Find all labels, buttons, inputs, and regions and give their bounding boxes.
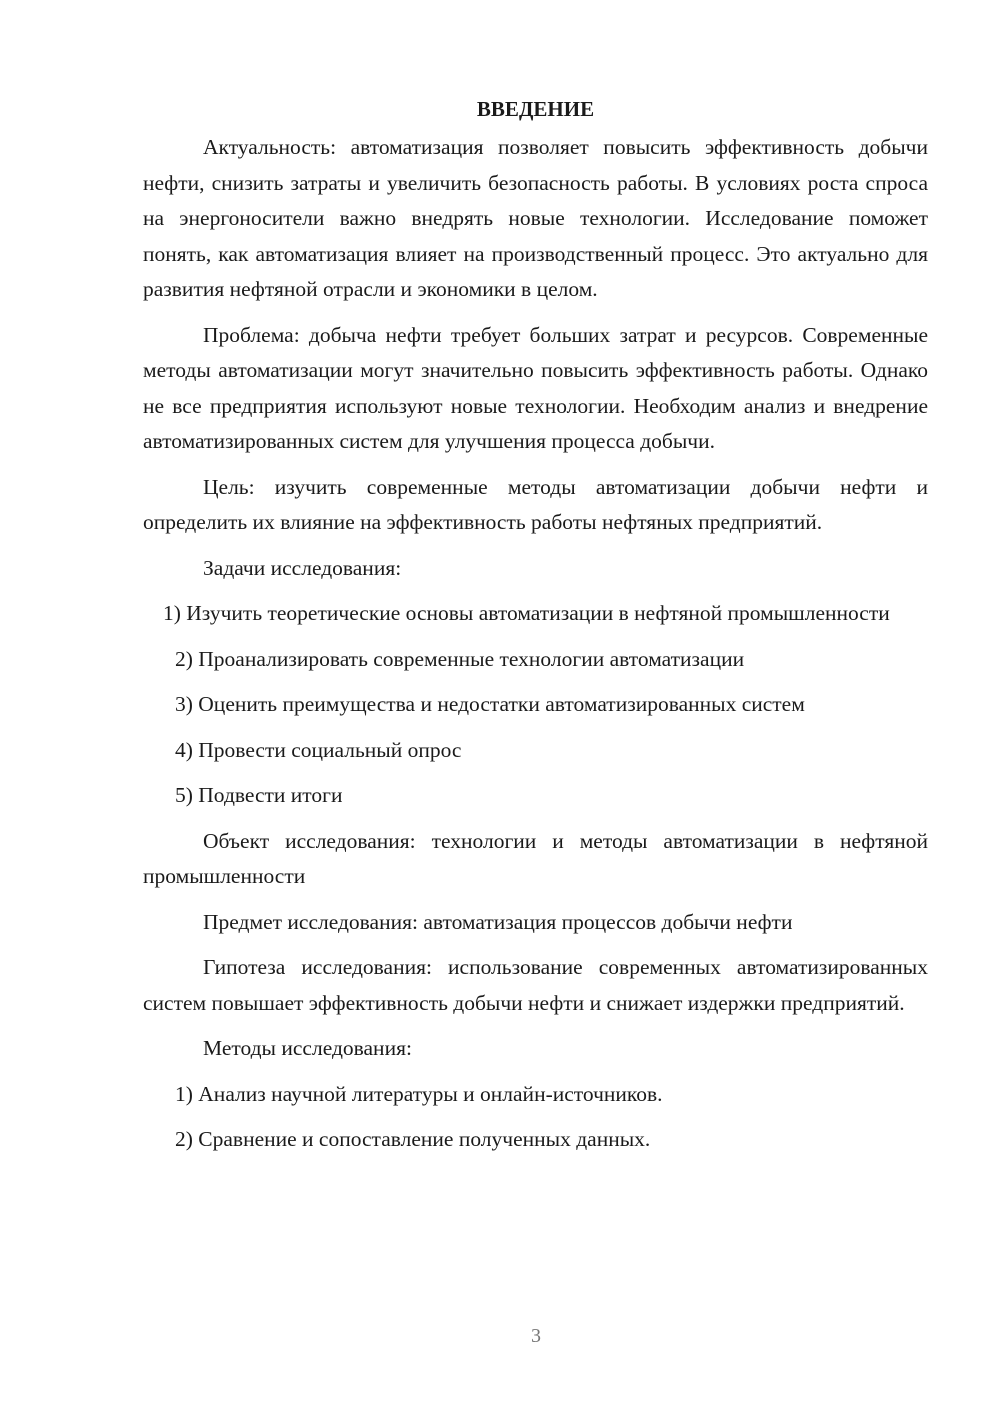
method-item-1: 1) Анализ научной литературы и онлайн-источников.	[175, 1081, 663, 1106]
page-number: 3	[531, 1325, 541, 1347]
actuality-paragraph: Актуальность: автоматизация позволяет повысить эффективность добычи нефти, снизить затраты и увеличить безопасность работы. В условиях роста спроса на энергоносители важно внедрять новые технологии. Исследование поможет понять, как автоматизация влияет на производственный процесс. Это актуально для развития нефтяной отрасли и экономики в целом.	[143, 135, 928, 301]
task-item-1: 1) Изучить теоретические основы автоматизации в нефтяной промышленности	[163, 601, 890, 625]
goal-paragraph: Цель: изучить современные методы автоматизации добычи нефти и определить их влияние на эффективность работы нефтяных предприятий.	[143, 474, 928, 534]
document-page	[143, 92, 928, 1168]
method-item-2: 2) Сравнение и сопоставление полученных данных.	[175, 1127, 651, 1151]
tasks-title: Задачи исследования:	[203, 555, 402, 580]
task-item-2: 2) Проанализировать современные технологии автоматизации	[175, 646, 745, 671]
section-heading: ВВЕДЕНИЕ	[476, 97, 595, 121]
task-item-3: 3) Оценить преимущества и недостатки автоматизированных систем	[175, 692, 805, 716]
problem-paragraph: Проблема: добыча нефти требует больших затрат и ресурсов. Современные методы автоматизации могут значительно повысить эффективность работы. Однако не все предприятия используют новые технологии. Необходим анализ и внедрение автоматизированных систем для улучшения процесса добычи.	[143, 322, 928, 453]
methods-title: Методы исследования:	[203, 1036, 412, 1060]
subject-paragraph: Предмет исследования: автоматизация процессов добычи нефти	[203, 909, 793, 934]
task-item-4: 4) Провести социальный опрос	[175, 737, 462, 762]
task-item-5: 5) Подвести итоги	[175, 783, 343, 807]
hypothesis-paragraph: Гипотеза исследования: использование современных автоматизированных систем повышает эффективность добычи нефти и снижает издержки предприятий.	[143, 955, 928, 1015]
object-paragraph: Объект исследования: технологии и методы автоматизации в нефтяной промышленности	[143, 828, 928, 888]
